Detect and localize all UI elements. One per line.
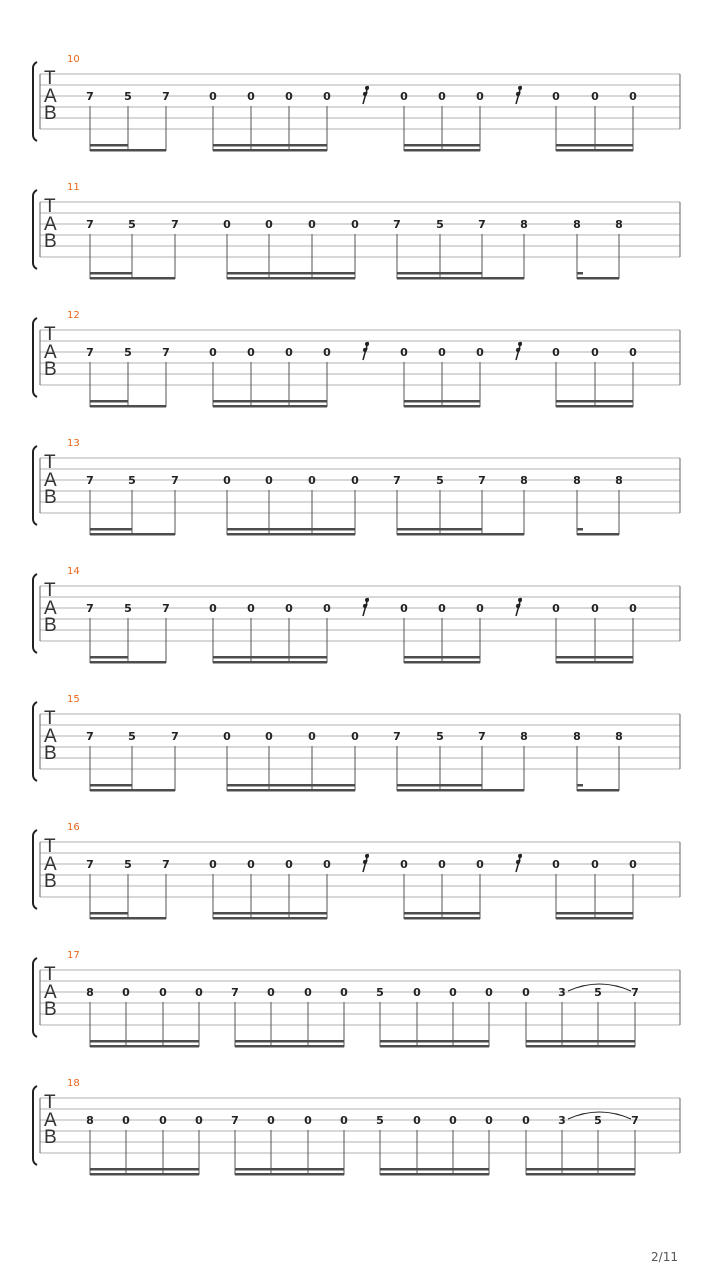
fret-number: 0 (629, 602, 637, 615)
fret-number: 7 (171, 730, 179, 743)
beam-secondary (404, 400, 480, 403)
beam-secondary (526, 1040, 635, 1043)
fret-number: 8 (615, 218, 623, 231)
fret-number: 5 (124, 858, 132, 871)
fret-number: 0 (247, 346, 255, 359)
fret-number: 7 (86, 858, 94, 871)
fret-number: 7 (86, 474, 94, 487)
tab-system (33, 694, 680, 792)
fret-number: 0 (591, 858, 599, 871)
fret-number: 7 (478, 474, 486, 487)
measure-number: 18 (67, 1078, 80, 1089)
beam-primary (213, 661, 327, 664)
fret-number: 5 (594, 1114, 602, 1127)
fret-number: 0 (522, 1114, 530, 1127)
beam-primary (397, 277, 524, 280)
tab-clef-letter: A (44, 342, 57, 363)
fret-number: 5 (124, 346, 132, 359)
beam-secondary (227, 784, 355, 787)
measure-number: 12 (67, 310, 80, 321)
beam-primary (404, 661, 480, 664)
fret-number: 0 (285, 346, 293, 359)
tab-clef-letter: B (44, 871, 57, 892)
fret-number: 0 (400, 90, 408, 103)
fret-number: 8 (573, 474, 581, 487)
beam-primary (526, 1173, 635, 1176)
fret-number: 0 (308, 730, 316, 743)
beam-primary (556, 661, 633, 664)
fret-number: 0 (223, 218, 231, 231)
measure-number: 17 (67, 950, 80, 961)
fret-number: 7 (231, 986, 239, 999)
beam-primary (90, 149, 166, 152)
fret-number: 0 (340, 986, 348, 999)
fret-number: 8 (573, 218, 581, 231)
beam-secondary (404, 656, 480, 659)
beam-primary (556, 405, 633, 408)
fret-number: 5 (124, 90, 132, 103)
measure-number: 15 (67, 694, 80, 705)
beam-secondary (235, 1168, 344, 1171)
sixteenth-rest (516, 854, 522, 872)
fret-number: 0 (267, 986, 275, 999)
fret-number: 0 (449, 1114, 457, 1127)
beam-primary (90, 789, 175, 792)
fret-number: 7 (171, 474, 179, 487)
fret-number: 7 (162, 346, 170, 359)
fret-number: 0 (438, 346, 446, 359)
fret-number: 0 (591, 602, 599, 615)
system-bracket (33, 958, 37, 1037)
fret-number: 3 (558, 986, 566, 999)
fret-number: 0 (323, 346, 331, 359)
tab-system (33, 54, 680, 152)
fret-number: 0 (413, 986, 421, 999)
fret-number: 0 (552, 602, 560, 615)
beam-secondary (380, 1040, 489, 1043)
beam-secondary (556, 400, 633, 403)
beam-primary (90, 1045, 199, 1048)
fret-number: 0 (438, 602, 446, 615)
beam-secondary (556, 656, 633, 659)
measure-number: 11 (67, 182, 80, 193)
fret-number: 8 (86, 986, 94, 999)
sixteenth-rest (516, 598, 522, 616)
system-bracket (33, 190, 37, 269)
beam-secondary (397, 528, 482, 531)
fret-number: 8 (520, 218, 528, 231)
beam-primary (90, 917, 166, 920)
beam-secondary (90, 528, 132, 531)
fret-number: 7 (86, 218, 94, 231)
tab-clef-letter: B (44, 999, 57, 1020)
beam-primary (90, 405, 166, 408)
fret-number: 0 (476, 858, 484, 871)
fret-number: 0 (400, 346, 408, 359)
fret-number: 5 (124, 602, 132, 615)
fret-number: 0 (285, 602, 293, 615)
system-bracket (33, 318, 37, 397)
beam-secondary (90, 144, 128, 147)
fret-number: 0 (308, 474, 316, 487)
beam-secondary (90, 784, 132, 787)
beam-secondary (213, 656, 327, 659)
fret-number: 0 (552, 858, 560, 871)
beam-secondary (404, 912, 480, 915)
beam-secondary (397, 272, 482, 275)
fret-number: 7 (171, 218, 179, 231)
beam-primary (227, 277, 355, 280)
beam-secondary-stub (577, 528, 583, 531)
fret-number: 0 (522, 986, 530, 999)
tab-clef-letter: T (44, 708, 56, 729)
tab-clef-letter: B (44, 103, 57, 124)
beam-primary (397, 789, 524, 792)
fret-number: 7 (86, 730, 94, 743)
fret-number: 0 (265, 730, 273, 743)
fret-number: 0 (223, 730, 231, 743)
tab-clef-letter: A (44, 598, 57, 619)
fret-number: 0 (552, 90, 560, 103)
beam-secondary (213, 144, 327, 147)
fret-number: 8 (86, 1114, 94, 1127)
tab-clef-letter: T (44, 836, 56, 857)
tab-clef-letter: B (44, 487, 57, 508)
fret-number: 0 (159, 1114, 167, 1127)
beam-primary (380, 1045, 489, 1048)
fret-number: 0 (247, 602, 255, 615)
beam-primary (213, 149, 327, 152)
fret-number: 8 (615, 730, 623, 743)
fret-number: 0 (400, 858, 408, 871)
beam-primary (577, 277, 619, 280)
sixteenth-rest (363, 86, 369, 104)
tab-system (33, 822, 680, 920)
fret-number: 0 (449, 986, 457, 999)
fret-number: 0 (267, 1114, 275, 1127)
system-bracket (33, 62, 37, 141)
fret-number: 0 (629, 90, 637, 103)
beam-secondary (556, 144, 633, 147)
beam-secondary (227, 528, 355, 531)
tab-system (33, 310, 680, 408)
fret-number: 5 (376, 986, 384, 999)
fret-number: 0 (247, 90, 255, 103)
tab-system (33, 438, 680, 536)
tab-clef-letter: T (44, 196, 56, 217)
fret-number: 0 (591, 346, 599, 359)
tab-clef-letter: B (44, 743, 57, 764)
tab-clef-letter: T (44, 580, 56, 601)
beam-primary (235, 1045, 344, 1048)
fret-number: 5 (128, 730, 136, 743)
beam-primary (556, 149, 633, 152)
measure-number: 14 (67, 566, 80, 577)
tab-clef-letter: B (44, 615, 57, 636)
fret-number: 0 (485, 986, 493, 999)
fret-number: 0 (438, 858, 446, 871)
tab-clef-letter: A (44, 86, 57, 107)
tab-clef-letter: B (44, 1127, 57, 1148)
beam-secondary (213, 912, 327, 915)
fret-number: 7 (86, 602, 94, 615)
beam-primary (577, 789, 619, 792)
fret-number: 8 (573, 730, 581, 743)
fret-number: 5 (594, 986, 602, 999)
system-bracket (33, 702, 37, 781)
measure-number: 13 (67, 438, 80, 449)
fret-number: 0 (122, 1114, 130, 1127)
beam-secondary (380, 1168, 489, 1171)
tab-clef-letter: T (44, 1092, 56, 1113)
fret-number: 5 (128, 474, 136, 487)
beam-secondary (90, 912, 128, 915)
fret-number: 0 (629, 346, 637, 359)
beam-primary (213, 917, 327, 920)
beam-secondary (404, 144, 480, 147)
fret-number: 0 (159, 986, 167, 999)
tab-clef-letter: A (44, 214, 57, 235)
fret-number: 0 (209, 602, 217, 615)
fret-number: 0 (122, 986, 130, 999)
beam-primary (577, 533, 619, 536)
fret-number: 0 (323, 90, 331, 103)
beam-secondary-stub (577, 272, 583, 275)
fret-number: 7 (478, 218, 486, 231)
fret-number: 0 (195, 1114, 203, 1127)
fret-number: 0 (413, 1114, 421, 1127)
system-bracket (33, 446, 37, 525)
beam-primary (227, 789, 355, 792)
beam-primary (235, 1173, 344, 1176)
fret-number: 7 (631, 1114, 639, 1127)
fret-number: 0 (591, 90, 599, 103)
fret-number: 7 (86, 90, 94, 103)
fret-number: 0 (223, 474, 231, 487)
sixteenth-rest (516, 342, 522, 360)
beam-secondary (397, 784, 482, 787)
tab-clef-letter: A (44, 982, 57, 1003)
beam-secondary (227, 272, 355, 275)
beam-primary (380, 1173, 489, 1176)
fret-number: 0 (209, 858, 217, 871)
tab-clef-letter: B (44, 359, 57, 380)
beam-primary (227, 533, 355, 536)
system-bracket (33, 830, 37, 909)
tab-clef-letter: T (44, 68, 56, 89)
sixteenth-rest (363, 598, 369, 616)
beam-primary (90, 1173, 199, 1176)
fret-number: 0 (340, 1114, 348, 1127)
fret-number: 0 (351, 218, 359, 231)
beam-primary (90, 277, 175, 280)
fret-number: 5 (128, 218, 136, 231)
fret-number: 0 (485, 1114, 493, 1127)
fret-number: 8 (520, 474, 528, 487)
fret-number: 0 (323, 858, 331, 871)
tab-system (33, 182, 680, 280)
beam-primary (556, 917, 633, 920)
beam-secondary (90, 1040, 199, 1043)
beam-secondary-stub (577, 784, 583, 787)
beam-primary (404, 917, 480, 920)
tab-system (33, 1078, 680, 1176)
fret-number: 5 (436, 730, 444, 743)
beam-secondary (556, 912, 633, 915)
page-number: 2/11 (651, 1250, 678, 1264)
sixteenth-rest (363, 342, 369, 360)
fret-number: 0 (247, 858, 255, 871)
beam-primary (90, 533, 175, 536)
fret-number: 7 (162, 90, 170, 103)
fret-number: 0 (304, 1114, 312, 1127)
fret-number: 0 (351, 474, 359, 487)
fret-number: 5 (436, 218, 444, 231)
beam-secondary (526, 1168, 635, 1171)
fret-number: 0 (400, 602, 408, 615)
beam-primary (90, 661, 166, 664)
fret-number: 0 (552, 346, 560, 359)
fret-number: 7 (478, 730, 486, 743)
fret-number: 0 (629, 858, 637, 871)
fret-number: 0 (323, 602, 331, 615)
beam-primary (397, 533, 524, 536)
beam-secondary (90, 1168, 199, 1171)
fret-number: 0 (285, 858, 293, 871)
sixteenth-rest (363, 854, 369, 872)
tab-clef-letter: A (44, 1110, 57, 1131)
fret-number: 7 (162, 602, 170, 615)
fret-number: 0 (195, 986, 203, 999)
beam-secondary (90, 400, 128, 403)
fret-number: 5 (376, 1114, 384, 1127)
measure-number: 16 (67, 822, 80, 833)
sixteenth-rest (516, 86, 522, 104)
beam-secondary (235, 1040, 344, 1043)
tab-clef-letter: A (44, 854, 57, 875)
system-bracket (33, 1086, 37, 1165)
fret-number: 0 (209, 90, 217, 103)
fret-number: 0 (285, 90, 293, 103)
tab-clef-letter: B (44, 231, 57, 252)
fret-number: 0 (265, 474, 273, 487)
beam-primary (213, 405, 327, 408)
tab-clef-letter: T (44, 964, 56, 985)
fret-number: 7 (162, 858, 170, 871)
fret-number: 0 (438, 90, 446, 103)
fret-number: 8 (520, 730, 528, 743)
beam-secondary (90, 272, 132, 275)
tab-clef-letter: A (44, 470, 57, 491)
fret-number: 8 (615, 474, 623, 487)
beam-secondary (213, 400, 327, 403)
fret-number: 0 (209, 346, 217, 359)
beam-secondary (90, 656, 128, 659)
fret-number: 0 (476, 346, 484, 359)
fret-number: 0 (476, 90, 484, 103)
fret-number: 0 (351, 730, 359, 743)
fret-number: 7 (631, 986, 639, 999)
fret-number: 7 (393, 474, 401, 487)
fret-number: 5 (436, 474, 444, 487)
fret-number: 0 (308, 218, 316, 231)
fret-number: 7 (393, 730, 401, 743)
tab-clef-letter: A (44, 726, 57, 747)
system-bracket (33, 574, 37, 653)
measure-number: 10 (67, 54, 80, 65)
fret-number: 7 (86, 346, 94, 359)
tab-clef-letter: T (44, 324, 56, 345)
fret-number: 7 (231, 1114, 239, 1127)
fret-number: 0 (304, 986, 312, 999)
tab-system (33, 950, 680, 1048)
fret-number: 0 (476, 602, 484, 615)
fret-number: 7 (393, 218, 401, 231)
fret-number: 0 (265, 218, 273, 231)
tab-system (33, 566, 680, 664)
beam-primary (404, 149, 480, 152)
beam-primary (404, 405, 480, 408)
fret-number: 3 (558, 1114, 566, 1127)
tab-clef-letter: T (44, 452, 56, 473)
beam-primary (526, 1045, 635, 1048)
